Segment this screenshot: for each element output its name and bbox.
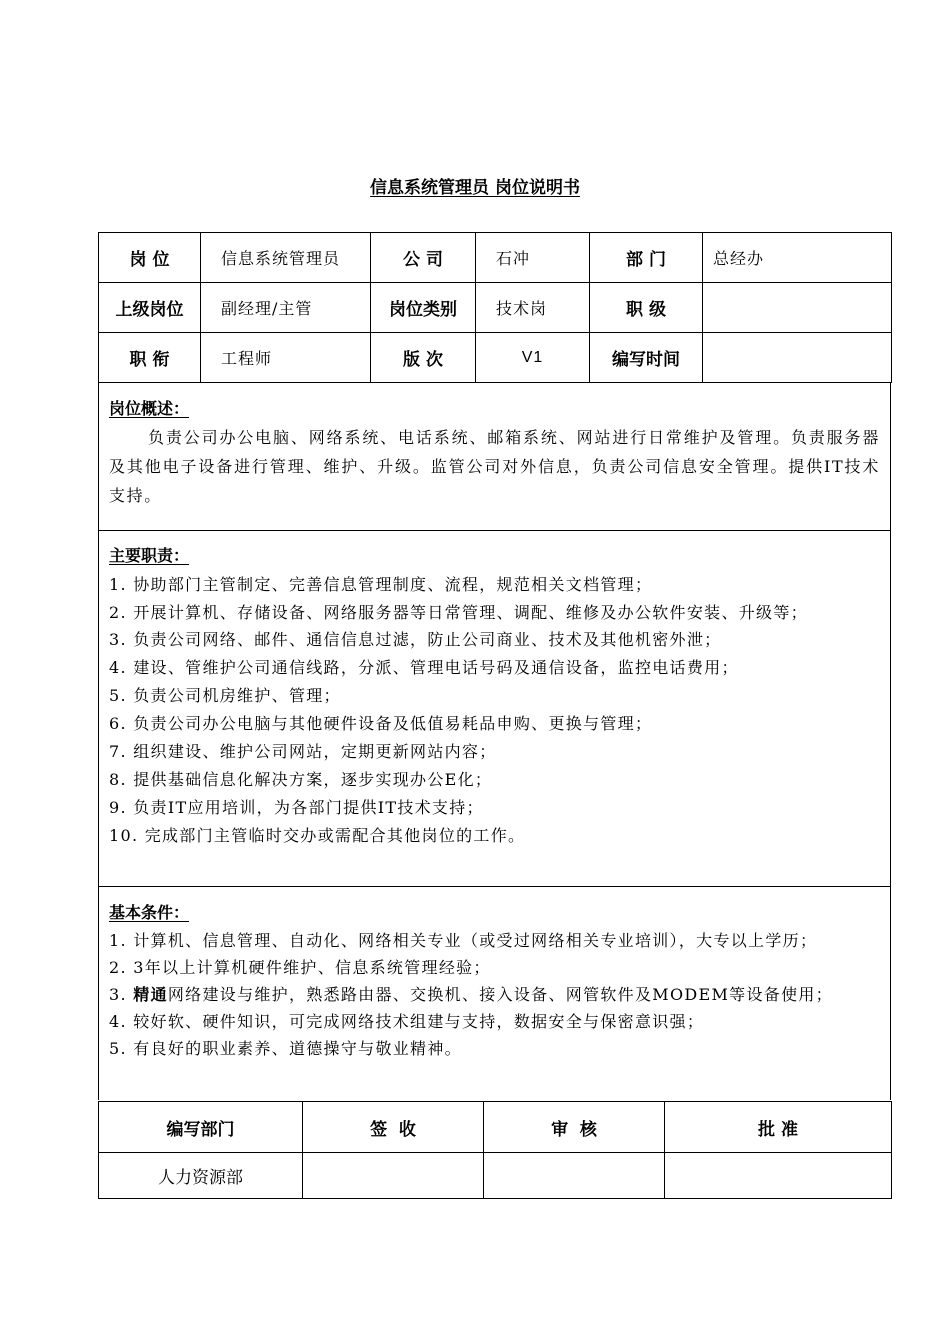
value-department: 总经办 <box>703 233 892 283</box>
header-approve: 批 准 <box>665 1102 892 1153</box>
requirement-prefix: 3. <box>109 985 134 1004</box>
requirements-section <box>98 887 891 1100</box>
duty-item: 10. 完成部门主管临时交办或需配合其他岗位的工作。 <box>109 826 526 845</box>
duty-item: 1. 协助部门主管制定、完善信息管理制度、流程，规范相关文档管理； <box>109 575 653 594</box>
label-company: 公 司 <box>371 233 476 283</box>
value-company: 石冲 <box>476 233 590 283</box>
sign-header-row <box>99 1102 892 1153</box>
overview-text: 负责公司办公电脑、网络系统、电话系统、邮箱系统、网站进行日常维护及管理。负责服务器及其他电子设备进行管理、维护、升级。监管公司对外信息，负责公司信息安全管理。提供IT技术支持。 <box>109 428 880 505</box>
value-written-time <box>703 333 892 383</box>
duty-item: 9. 负责IT应用培训，为各部门提供IT技术支持； <box>109 798 484 817</box>
value-category: 技术岗 <box>476 283 590 333</box>
label-version: 版 次 <box>371 333 476 383</box>
header-review: 审 核 <box>484 1102 665 1153</box>
value-superior: 副经理/主管 <box>201 283 371 333</box>
requirement-item: 2. 3年以上计算机硬件维护、信息系统管理经验； <box>109 958 491 977</box>
job-info-table <box>98 232 892 383</box>
label-grade: 职 级 <box>590 283 703 333</box>
page-title <box>0 176 950 200</box>
label-department: 部 门 <box>590 233 703 283</box>
overview-heading: 岗位概述： <box>109 399 190 418</box>
header-writer-dept: 编写部门 <box>99 1102 303 1153</box>
label-category: 岗位类别 <box>371 283 476 333</box>
duty-item: 8. 提供基础信息化解决方案，逐步实现办公E化； <box>109 770 493 789</box>
value-position: 信息系统管理员 <box>201 233 371 283</box>
requirement-rest: 网络建设与维护，熟悉路由器、交换机、接入设备、网管软件及MODEM等设备使用； <box>167 985 833 1004</box>
title-part1: 信息系统管理员 <box>370 178 490 198</box>
info-row-1 <box>99 233 892 283</box>
value-review <box>484 1153 665 1199</box>
duty-item: 6. 负责公司办公电脑与其他硬件设备及低值易耗品申购、更换与管理； <box>109 714 653 733</box>
duty-item: 4. 建设、管维护公司通信线路，分派、管理电话号码及通信设备，监控电话费用； <box>109 658 739 677</box>
label-title: 职 衔 <box>99 333 201 383</box>
header-receive: 签 收 <box>303 1102 484 1153</box>
duties-section <box>98 531 891 887</box>
info-row-2 <box>99 283 892 333</box>
value-title: 工程师 <box>201 333 371 383</box>
requirement-bold: 精通 <box>133 985 168 1004</box>
overview-section <box>98 382 891 531</box>
label-written-time: 编写时间 <box>590 333 703 383</box>
duty-item: 5. 负责公司机房维护、管理； <box>109 686 341 705</box>
duties-heading: 主要职责： <box>109 546 190 565</box>
value-approve <box>665 1153 892 1199</box>
label-position: 岗 位 <box>99 233 201 283</box>
value-receive <box>303 1153 484 1199</box>
duty-item: 3. 负责公司网络、邮件、通信信息过滤，防止公司商业、技术及其他机密外泄； <box>109 630 722 649</box>
duty-item: 2. 开展计算机、存储设备、网络服务器等日常管理、调配、维修及办公软件安装、升级等； <box>109 603 808 622</box>
info-row-3 <box>99 333 892 383</box>
requirement-item <box>109 981 880 1008</box>
label-superior: 上级岗位 <box>99 283 201 333</box>
requirement-item: 4. 较好软、硬件知识，可完成网络技术组建与支持，数据安全与保密意识强； <box>109 1012 705 1031</box>
value-version: V1 <box>476 333 590 383</box>
sign-value-row <box>99 1153 892 1199</box>
title-part2: 岗位说明书 <box>494 178 580 198</box>
duty-item: 7. 组织建设、维护公司网站，定期更新网站内容； <box>109 742 497 761</box>
requirement-item: 5. 有良好的职业素养、道德操守与敬业精神。 <box>109 1039 462 1058</box>
requirements-list <box>99 927 890 1062</box>
requirements-heading: 基本条件： <box>109 903 190 922</box>
sign-table <box>98 1101 892 1199</box>
value-grade <box>703 283 892 333</box>
requirement-item: 1. 计算机、信息管理、自动化、网络相关专业（或受过网络相关专业培训），大专以上学历； <box>109 931 818 950</box>
duties-list <box>99 571 890 850</box>
value-writer-dept: 人力资源部 <box>99 1153 303 1199</box>
